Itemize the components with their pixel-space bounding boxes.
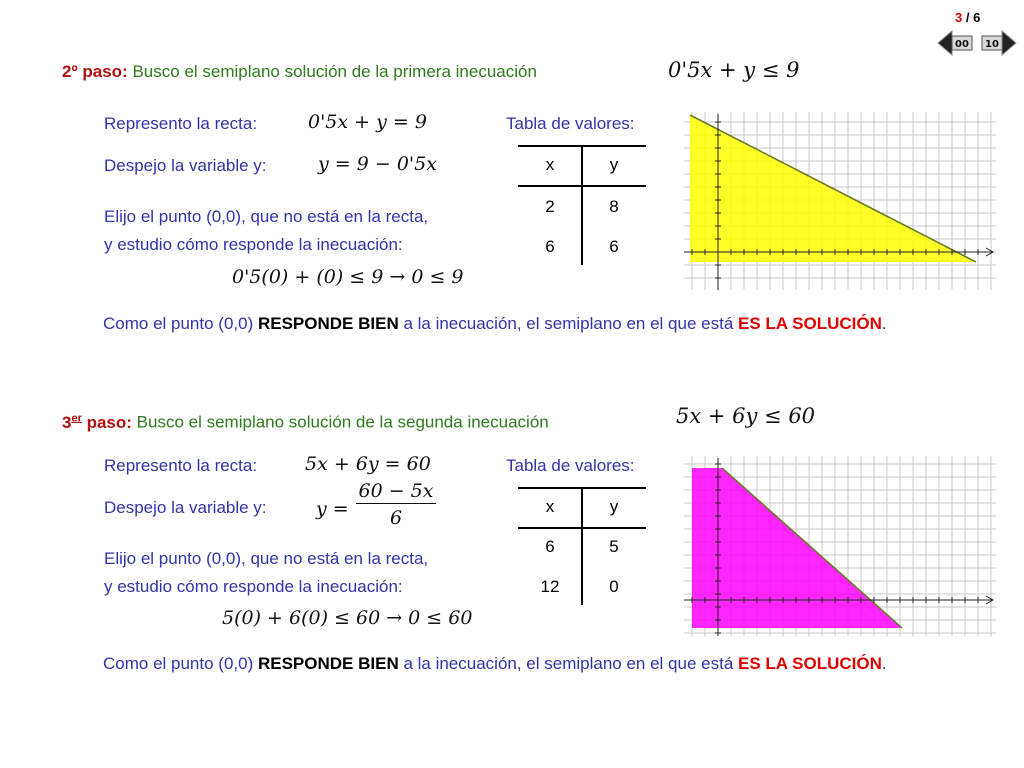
table-header-x: x (545, 497, 555, 516)
table-cell: 5 (609, 537, 619, 556)
step3-isolate-label: Despejo la variable y: (104, 498, 267, 517)
fraction-numerator: 60 − 5x (356, 480, 436, 504)
page-separator: / (962, 10, 974, 25)
fraction-denominator: 6 (389, 507, 403, 529)
step2-line-eq: 0'5x + y = 9 (308, 111, 427, 133)
table-cell: 6 (545, 537, 555, 556)
conclusion-text: Como el punto (0,0) (103, 314, 258, 333)
step2-isolate-eq: y = 9 − 0'5x (318, 153, 437, 175)
step2-table-label: Tabla de valores: (506, 114, 635, 133)
step3-test-text-2: y estudio cómo responde la inecuación: (104, 577, 403, 596)
table-cell: 6 (609, 237, 619, 256)
step3-test-text-1: Elijo el punto (0,0), que no está en la recta, (104, 549, 429, 568)
table-header-y: y (609, 155, 619, 174)
step2-graph (684, 112, 996, 290)
conclusion-emphasis: RESPONDE BIEN (257, 654, 399, 673)
step3-line-eq: 5x + 6y = 60 (305, 453, 431, 475)
next-slide-button[interactable] (982, 31, 1016, 55)
step2-heading (62, 62, 537, 82)
step3-conclusion (103, 654, 887, 674)
conclusion-text: a la inecuación, el semiplano en el que está (398, 314, 738, 333)
table-cell: 0 (609, 577, 619, 596)
step3-isolate-fraction (356, 480, 436, 529)
solution-region (692, 468, 902, 628)
conclusion-end: . (881, 314, 887, 333)
nav-controls (936, 28, 1018, 58)
step2-title: Busco el semiplano solución de la primera inecuación (132, 62, 537, 81)
step3-title: Busco el semiplano solución de la segunda inecuación (136, 412, 549, 432)
table-cell: 12 (540, 577, 560, 596)
step2-line-label: Represento la recta: (104, 114, 258, 133)
step2-test-text-1: Elijo el punto (0,0), que no está en la recta, (104, 207, 429, 226)
conclusion-end: . (881, 654, 887, 673)
step2-test-eq: 0'5(0) + (0) ≤ 9 → 0 ≤ 9 (232, 266, 464, 288)
step2-value-table (518, 145, 648, 265)
page-counter (955, 10, 980, 25)
step3-label (62, 413, 132, 432)
conclusion-text: Como el punto (0,0) (103, 654, 258, 673)
step3-value-table (518, 487, 648, 605)
step2-label: 2º paso: (62, 62, 128, 81)
conclusion-result: ES LA SOLUCIÓN (738, 654, 882, 673)
step3-label-number: 3 (62, 412, 72, 432)
step3-table-label: Tabla de valores: (506, 456, 635, 475)
step3-inequality: 5x + 6y ≤ 60 (676, 404, 816, 428)
prev-arrow-icon (938, 31, 952, 55)
step3-label-rest: paso: (81, 412, 132, 432)
step3-heading (62, 412, 549, 433)
table-header-y: y (609, 497, 619, 516)
step3-label-sup: er (71, 412, 82, 424)
table-cell: 8 (609, 197, 619, 216)
step3-graph (684, 456, 996, 636)
step3-test-eq: 5(0) + 6(0) ≤ 60 → 0 ≤ 60 (222, 607, 473, 629)
page-total: 6 (973, 10, 981, 25)
table-cell: 6 (545, 237, 555, 256)
table-cell: 2 (545, 197, 555, 216)
step2-inequality: 0'5x + y ≤ 9 (668, 58, 800, 82)
step3-isolate-lhs: y = (316, 498, 349, 520)
svg-text:00: 00 (955, 39, 969, 50)
page-current: 3 (955, 10, 963, 25)
step2-test-text-2: y estudio cómo responde la inecuación: (104, 235, 403, 254)
table-header-x: x (545, 155, 555, 174)
next-arrow-icon (1002, 31, 1016, 55)
conclusion-result: ES LA SOLUCIÓN (738, 314, 882, 333)
step3-line-label: Represento la recta: (104, 456, 258, 475)
step2-isolate-label: Despejo la variable y: (104, 156, 267, 175)
conclusion-text: a la inecuación, el semiplano en el que está (398, 654, 738, 673)
svg-text:10: 10 (985, 39, 999, 50)
conclusion-emphasis: RESPONDE BIEN (257, 314, 399, 333)
step2-conclusion (103, 314, 887, 334)
prev-slide-button[interactable] (938, 31, 972, 55)
